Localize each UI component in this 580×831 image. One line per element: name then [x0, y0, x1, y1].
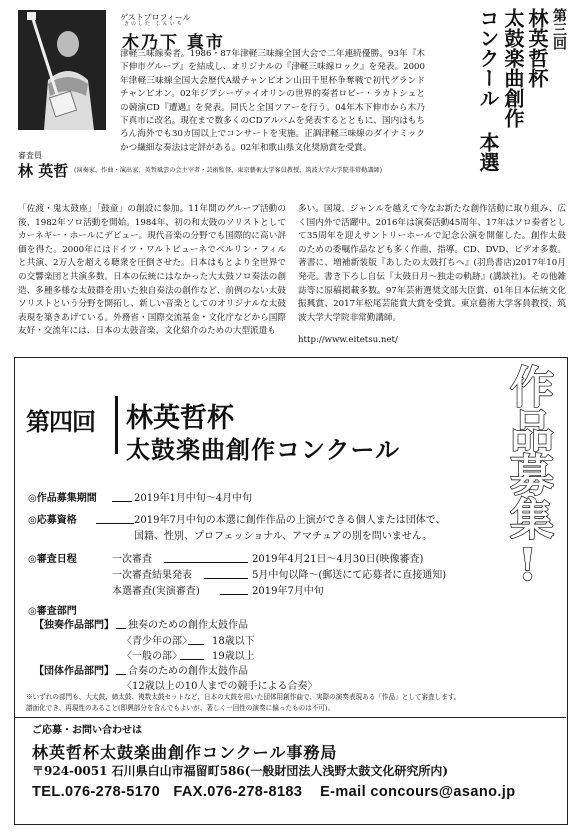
guest-name: 木乃下 真市 [122, 33, 225, 53]
contact-divider [14, 717, 566, 718]
shamisen-player-image [18, 10, 106, 130]
division-label: ◎審査部門 [28, 606, 77, 617]
youth-label: 〈青少年の部〉 [122, 636, 192, 647]
period-value: 2019年1月中旬〜4月中旬 [134, 493, 253, 504]
judge-label: 審査員 [18, 151, 42, 160]
title-line-3: 太鼓楽曲創作 [501, 8, 525, 128]
judge-bio-left: 「佐渡・鬼太鼓座」「鼓童」の創設に参加。11年間のグループ活動の後、1982年ソロ活動を開始。1984年、初の和太鼓のソリストとしてカーネギー・ホールにデビュー。現代音楽の分野でも国際的に高い評価を得た。2000年にはドイツ・ワルトビューネでベルリン・フィルと共演、2万人を超える聴衆を圧倒させた。日本はもとより全世界での交響楽団と共演多数。日本の伝統にはなかった大太鼓ソロ奏法の創造、多種多様な太鼓群を用いた独自奏法の創作など、前例のない太鼓ソリストという分野を開拓し、新しい音楽としてのオリジナルな太鼓表現を築きあげている。外務省・国際交流基金・文化庁などから国際友好・交流年には、日本の太鼓音楽、文化紹介のための大型派遣も [18, 204, 286, 337]
guest-photo [18, 10, 106, 130]
contact-email[interactable]: E-mail concours@asano.jp [320, 784, 516, 800]
qualification-line1: 2019年7月中旬の本選に創作作品の上演ができる個人または団体で、 [134, 515, 446, 526]
qualification-line2: 国籍、性別、プロフェッショナル、アマチュアの別を問いません。 [134, 531, 433, 542]
competition-round: 第四回 [26, 407, 95, 436]
period-leader [108, 491, 136, 510]
general-value: 19歳以上 [212, 651, 255, 662]
qualification-leader [92, 513, 138, 532]
group-division-value: 合奏のための創作太鼓作品 [128, 666, 248, 677]
general-label: 〈一般の部〉 [122, 651, 182, 662]
footnote [26, 692, 566, 714]
judge-bio-right: 多い。国境、ジャンルを越えて今なお新たな創作活動に取り組み、広く国内外で活躍中。2016年は演奏活動45周年、17年はソロ奏者として35周年を迎えサントリーホールで記念公演を開催した。創作太鼓のための委嘱作品なども多く作曲、指導。CD、DVD、ビデオ多数。著書に、増補新装版『あしたの太鼓打ちへ』(羽鳥書店)2017年10月発売。書き下ろし自伝『太鼓日月〜独走の軌跡』(講談社)。その他雑誌等に原稿掲載多数。97年芸術選奨文部大臣賞、01年日本伝統文化振興賞、2017年松尾芸能賞大賞を受賞。東京藝術大学客員教授、筑波大学大学院非常勤講師。 [298, 204, 566, 323]
contact-tel[interactable]: TEL.076-278-5170 [32, 784, 161, 800]
schedule-item-2-value: 5月中旬以降〜(郵送にて応募者に直接通知) [252, 570, 447, 581]
solo-division-value: 独奏のための創作太鼓作品 [128, 620, 248, 631]
group-division-note: 〈12歳以上の10人までの競手による合奏〉 [122, 681, 318, 692]
footnote-line-2: 譜面化でき、再現性のあること(即興部分を含んでもよいが、著しく一回性の演奏に偏ったものは不可)。 [26, 704, 335, 712]
footnote-line-1: ※いずれの部門も、大太鼓、締太鼓、複数太鼓セットなど、日本の太鼓を用いた団体用創作曲で、実際の演奏表現ある「作品」として審査します。 [26, 693, 461, 701]
guest-bio: 津軽三味線奏者。1986・87年津軽三味線全国大会で二年連続優勝。93年『木下伸市グループ』を結成し、オリジナルの『津軽三味線ロック』を発表。2000年津軽三味線全国大会歴代A級チャンピオン山田千里杯争奪戦で初代グランドチャンピオン。02年ジプシーヴァイオリンの世界的奏者ロビー・ラカトシュとの競演CD『遭遇』を発表。同氏と全国ツアーを行う。04年木下伸市から木乃下真市に改名。現在まで数多くのCDアルバムを発表するとともに、国内はもちろん海外でも30カ国以上でコンサートを実施。正調津軽三味線のダイナミックかつ繊細な奏法は定評がある。02年和歌山県文化奨励賞を受賞。 [120, 49, 425, 153]
title-line-2: 林英哲杯 [525, 8, 549, 88]
schedule-item-1-value: 2019年4月21日〜4月30日(映像審査) [252, 554, 424, 565]
solo-division-label: 【独奏作品部門】 [34, 620, 114, 631]
judge-title: (演奏家、作曲・演出家、英哲風雲の会主宰者・芸術監督、東京藝術大学客員教授、筑波大学大学院非常勤講師) [74, 167, 383, 174]
contact-numbers [32, 784, 515, 800]
title-line-1: 第三回 [551, 8, 567, 50]
guest-profile-label: ゲストプロフィール [120, 13, 191, 22]
title-line-4: コンクール 本選 [476, 8, 500, 172]
competition-title-line1: 林英哲杯 [126, 403, 234, 434]
schedule-item-2-key: 一次審査結果発表 [112, 570, 192, 581]
title-divider [115, 396, 118, 454]
group-division-label: 【団体作品部門】 [34, 666, 114, 677]
judge-website-link[interactable]: http://www.eitetsu.net/ [298, 335, 398, 345]
qualification-label: ◎応募資格 [28, 515, 77, 526]
period-label: ◎作品募集期間 [28, 493, 97, 504]
competition-title-line2: 太鼓楽曲創作コンクール [126, 435, 401, 464]
contact-heading: ご応募・お問い合わせは [32, 725, 142, 736]
schedule-item-3-key: 本選審査(実演審査) [112, 586, 200, 597]
contact-organization: 林英哲杯太鼓楽曲創作コンクール事務局 [32, 743, 338, 762]
schedule-item-3-value: 2019年7月中旬 [252, 586, 324, 597]
schedule-leader-3 [216, 584, 252, 603]
contact-address: 〒924-0051 石川県白山市福留町586(一般財団法人浅野太鼓文化研究所内) [32, 764, 449, 778]
schedule-item-1-key: 一次審査 [112, 554, 152, 565]
guest-name-ruby: きのした しんいち [124, 21, 184, 27]
judge-name: 林 英哲 [18, 162, 69, 180]
contact-fax: FAX.076-278-8183 [173, 784, 303, 800]
youth-value: 18歳以下 [212, 636, 255, 647]
schedule-label: ◎審査日程 [28, 554, 77, 565]
call-for-entries-heading: 作品募集! [502, 364, 553, 591]
